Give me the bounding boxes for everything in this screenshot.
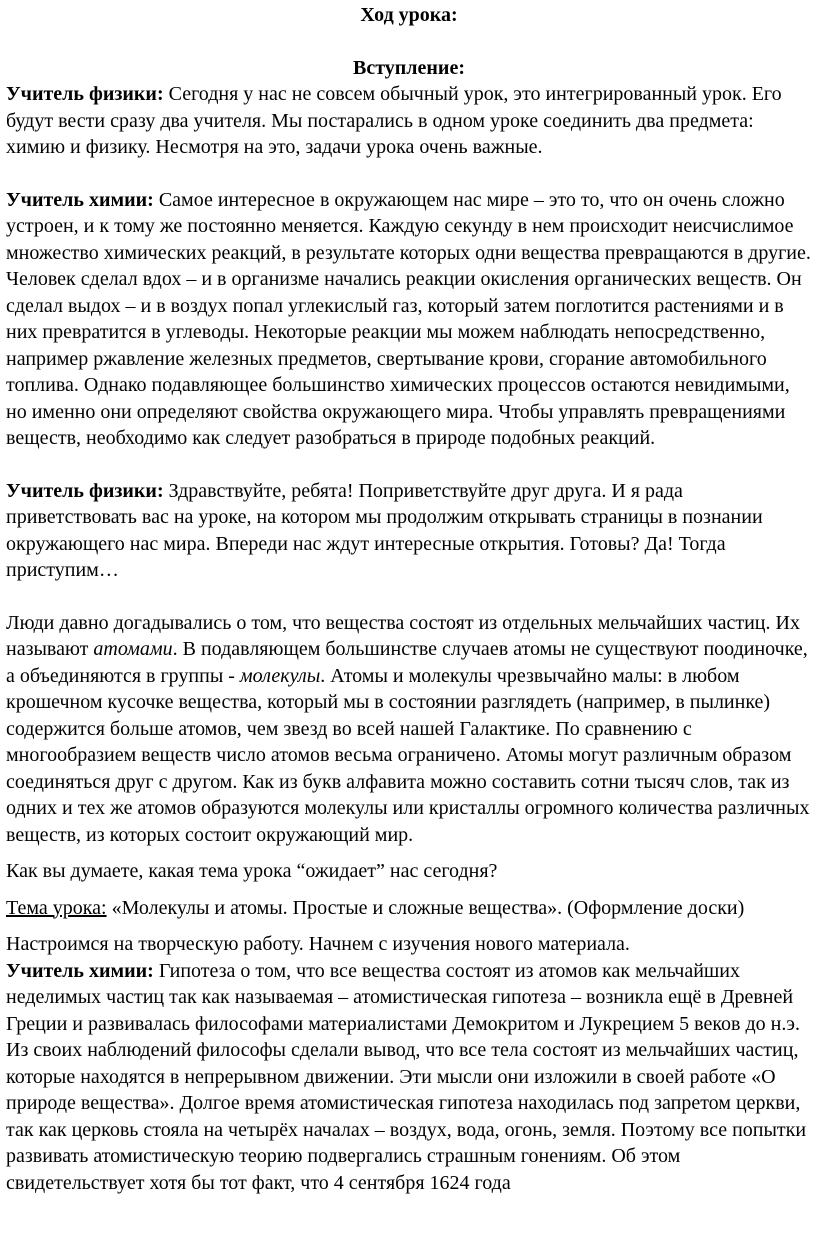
paragraph-chemistry-hypothesis [6,958,812,1197]
paragraph-chemistry-intro [6,187,812,452]
paragraph-text: Здравствуйте, ребята! Поприветствуйте друг друга. И я рада приветствовать вас на уроке, на котором мы продолжим открывать страницы в познании окружающего нас мира. Впереди нас ждут интересные открытия. Готовы? Да! Тогда приступим… [6,479,763,581]
paragraph-question: Как вы думаете, какая тема урока “ожидает” нас сегодня? [6,860,498,882]
paragraph-text: Гипотеза о том, что все вещества состоят из атомов как мельчайших неделимых частиц так как называемая – атомистическая гипотеза – возникла ещё в Древней Греции и развивалась философами материалистами Демокритом и Лукрецием 5 веков до н.э. Из своих наблюдений философы сделали вывод, что все тела состоят из мельчайших частиц, которые находятся в непрерывном движении. Эти мысли они изложили в своей работе «О природе вещества». Долгое время атомистическая гипотеза находилась под запретом церкви, так как церковь стояла на четырёх началах – воздух, вода, огонь, земля. Поэтому все попытки развивать атомистическую теорию подвергались страшным гонениям. Об этом свидетельствует хотя бы тот факт, что 4 сентября 1624 года [6,959,807,1194]
page-subheading: Вступление: [353,56,465,79]
paragraph-text: . Атомы и молекулы чрезвычайно малы: в любом крошечном кусочке вещества, который мы в состоянии разглядеть (например, в пылинке) содержится больше атомов, чем звезд во всей нашей Галактике. По сравнению с многообразием веществ число атомов весьма ограничено. Атомы могут различным образом соединяться друг с другом. Как из букв алфавита можно составить сотни тысяч слов, так из одних и тех же атомов образуются молекулы или кристаллы огромного количества различных веществ, из которых состоит окружающий мир. [6,664,810,846]
paragraph-topic [6,895,812,922]
speaker-label: Учитель физики: [6,479,164,502]
speaker-label: Учитель химии: [6,959,154,982]
term-atoms: атомами [93,638,173,660]
paragraph-text: Сегодня у нас не совсем обычный урок, это интегрированный урок. Его будут вести сразу два учителя. Мы постарались в одном уроке соединить два предмета: химию и физику. Несмотря на это, задачи урока очень важные. [6,83,782,158]
paragraph-text: Люди давно догадывались о том, что вещества состоят из отдельных мельчайших частиц. Их называют [6,611,800,660]
term-molecules: молекулы [239,664,321,687]
paragraph-text: . В подавляющем большинстве случаев атомы не существуют поодиночке, а объединяются в группы - [6,638,808,687]
document-page [6,0,812,1196]
paragraph-physics-greeting [6,478,812,584]
page-heading: Ход урока: [360,4,458,26]
topic-label: Тема урока: [6,896,107,919]
speaker-label: Учитель физики: [6,83,164,105]
paragraph-atoms [6,610,812,849]
paragraph-text: Самое интересное в окружающем нас мире – это то, что он очень сложно устроен, и к тому же постоянно меняется. Каждую секунду в нем происходит неисчислимое множество химических реакций, в результате которых одни вещества превращаются в другие. Человек сделал вдох – и в организме начались реакции окисления органических веществ. Он сделал выдох – и в воздух попал углекислый газ, который затем поглотится растениями и в них превратится в углеводы. Некоторые реакции мы можем наблюдать непосредственно, например ржавление железных предметов, свертывание крови, сгорание автомобильного топлива. Однако подавляющее большинство химических процессов остаются невидимыми, но именно они определяют свойства окружающего мира. Чтобы управлять превращениями веществ, необходимо как следует разобраться в природе подобных реакций. [6,188,811,449]
paragraph-start: Настроимся на творческую работу. Начнем с изучения нового материала. [6,933,630,955]
speaker-label: Учитель химии: [6,188,154,211]
paragraph-text: «Молекулы и атомы. Простые и сложные вещества». (Оформление доски) [106,896,745,919]
paragraph-physics-intro [6,81,812,161]
